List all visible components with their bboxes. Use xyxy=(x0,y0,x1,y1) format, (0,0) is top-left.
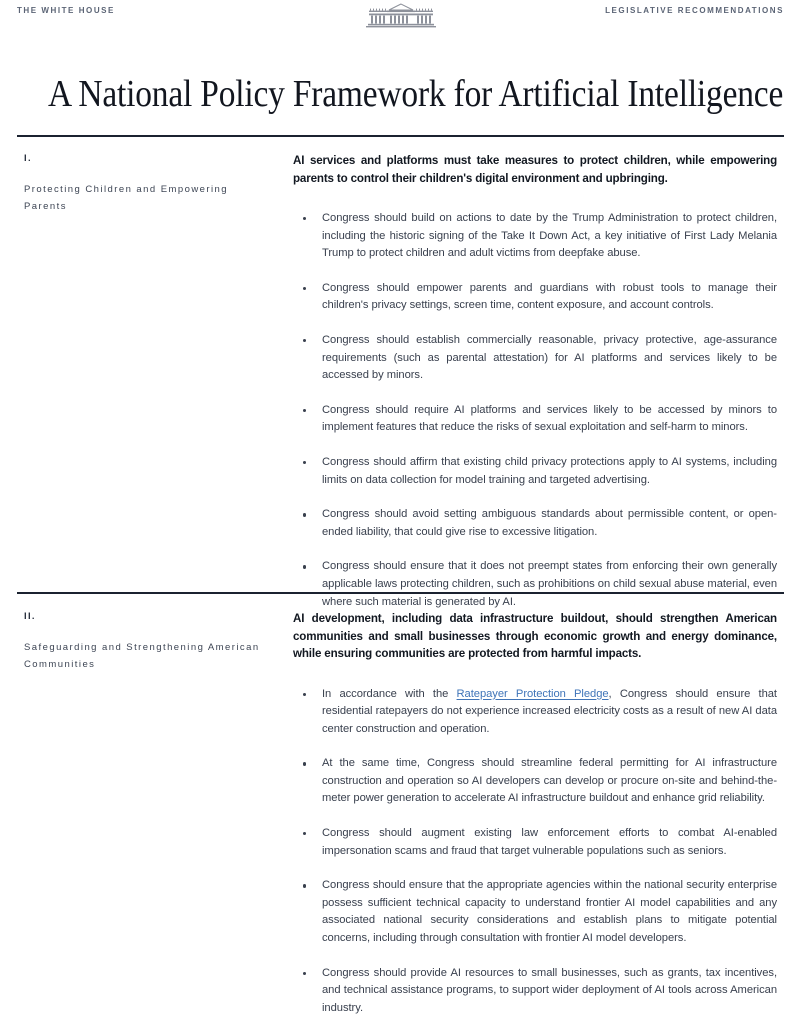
section-lede: AI services and platforms must take measures to protect children, while empowering parents to control their children's digital environment and upbringing. xyxy=(293,152,777,187)
section-divider-top xyxy=(17,135,784,137)
list-item: Congress should ensure that it does not preempt states from enforcing their own generally applicable laws protecting children, such as prohibitions on child sexual abuse material, even where such material is generated by AI. xyxy=(293,558,777,611)
running-header-right-label: LEGISLATIVE RECOMMENDATIONS xyxy=(605,6,784,15)
section-lede: AI development, including data infrastructure buildout, should strengthen American communities and small businesses through economic growth and energy dominance, while ensuring communities are protected from harmful impacts. xyxy=(293,610,777,663)
list-item: Congress should augment existing law enforcement efforts to combat AI-enabled impersonation scams and fraud that target vulnerable populations such as seniors. xyxy=(293,825,777,860)
list-item-text-prefix: In accordance with the xyxy=(322,688,457,700)
section-numeral: II. xyxy=(24,610,274,624)
list-item: Congress should avoid setting ambiguous standards about permissible content, or open-ended liability, that could give rise to excessive litigation. xyxy=(293,506,777,541)
list-item: Congress should establish commercially reasonable, privacy protective, age-assurance requirements (such as parental attestation) for AI platforms and services likely to be accessed by minors. xyxy=(293,332,777,385)
list-item: Congress should ensure that the appropriate agencies within the national security enterprise possess sufficient technical capacity to understand frontier AI model capabilities and any associated national security considerations and establish plans to mitigate potential concerns, including through consultation with frontier AI model developers. xyxy=(293,877,777,947)
list-item: At the same time, Congress should streamline federal permitting for AI infrastructure construction and operation so AI developers can develop or procure on-site and behind-the-meter power generation to accelerate AI infrastructure buildout and enhance grid reliability. xyxy=(293,755,777,808)
running-header xyxy=(0,0,801,40)
section-numeral: I. xyxy=(24,152,274,166)
list-item: Congress should affirm that existing child privacy protections apply to AI systems, including limits on data collection for model training and targeted advertising. xyxy=(293,454,777,489)
white-house-building-icon xyxy=(359,2,443,32)
section-title: Protecting Children and Empowering Parents xyxy=(24,181,274,215)
page-title: A National Policy Framework for Artificial Intelligence xyxy=(48,72,753,116)
list-item: Congress should build on actions to date by the Trump Administration to protect children, including the historic signing of the Take It Down Act, a key initiative of First Lady Melania Trump to protect children and adult victims from deepfake abuse. xyxy=(293,210,777,263)
list-item-text-suffix: , Congress should ensure that residential ratepayers do not experience increased electricity costs as a result of new AI data center construction and operation. xyxy=(322,688,777,735)
list-item xyxy=(293,686,777,739)
recommendation-list xyxy=(293,210,777,611)
list-item: Congress should require AI platforms and services likely to be accessed by minors to implement features that reduce the risks of sexual exploitation and self-harm to minors. xyxy=(293,402,777,437)
section-sidebar xyxy=(24,610,274,673)
section-body xyxy=(293,610,777,1017)
running-header-left-label: THE WHITE HOUSE xyxy=(17,6,115,15)
ratepayer-protection-pledge-link[interactable]: Ratepayer Protection Pledge xyxy=(457,688,609,700)
section-body xyxy=(293,152,777,611)
list-item: Congress should provide AI resources to small businesses, such as grants, tax incentives, and technical assistance programs, to support wider deployment of AI tools across American industry. xyxy=(293,965,777,1017)
section-title: Safeguarding and Strengthening American Communities xyxy=(24,639,274,673)
list-item: Congress should empower parents and guardians with robust tools to manage their children's privacy settings, screen time, content exposure, and account controls. xyxy=(293,280,777,315)
recommendation-list xyxy=(293,686,777,1017)
section-sidebar xyxy=(24,152,274,215)
